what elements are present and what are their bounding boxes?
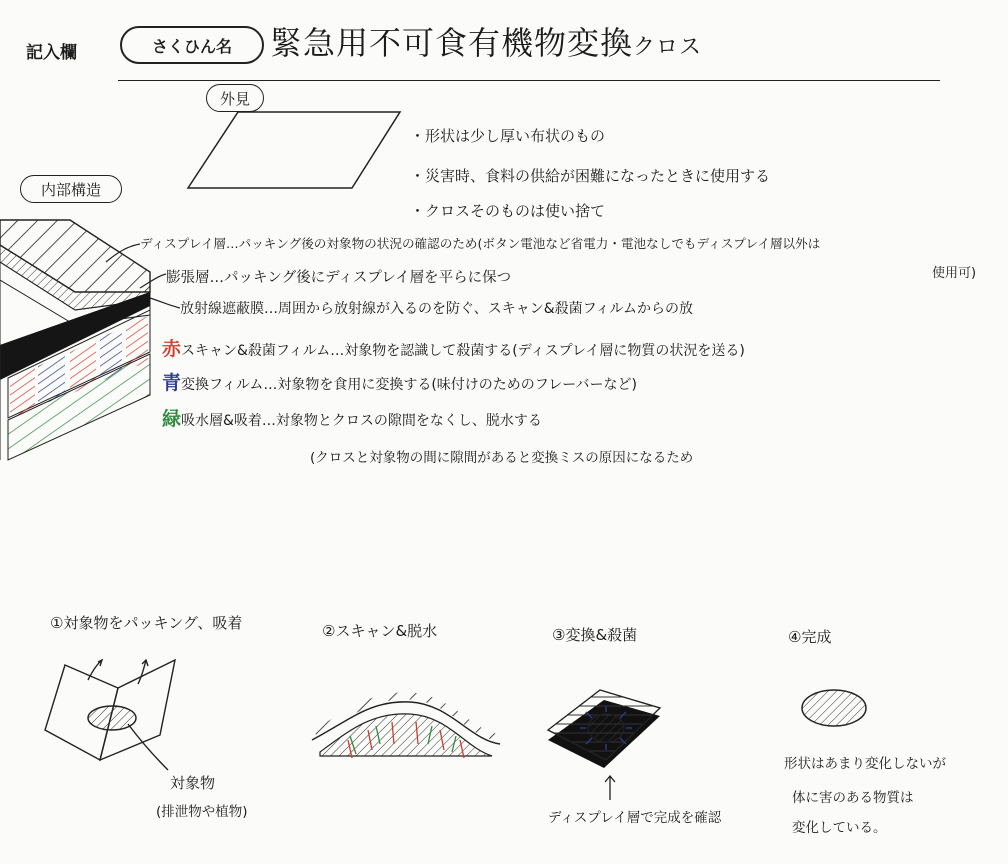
appearance-note-1: ・形状は少し厚い布状のもの (410, 127, 606, 145)
display-check-note: ディスプレイ層で完成を確認 (548, 810, 722, 826)
appearance-label: 外見 (206, 84, 264, 112)
cross-section-sketch (0, 220, 150, 460)
green-layer-text: 吸水層&吸着…対象物とクロスの隙間をなくし、脱水する (181, 413, 542, 429)
field-label: 記入欄 (26, 43, 77, 63)
step4-sketch (802, 690, 866, 726)
structure-footnote: (クロスと対象物の間に隙間があると変換ミスの原因になるため (310, 450, 694, 466)
step-2-title: ②スキャン&脱水 (322, 622, 438, 640)
appearance-sketch (188, 112, 400, 188)
appearance-note-3: ・クロスそのものは使い捨て (410, 202, 606, 220)
object-label: 対象物 (170, 774, 216, 792)
red-key: 赤 (162, 338, 182, 360)
layer-blue (162, 368, 637, 395)
layer-green (162, 404, 542, 431)
title-label: さくひん名 (120, 26, 264, 64)
appearance-note-2: ・災害時、食料の供給が困難になったときに使用する (410, 167, 771, 185)
blue-layer-text: 変換フィルム…対象物を食用に変換する(味付けのためのフレーバーなど) (181, 377, 637, 393)
layer-expansion: 膨張層…パッキング後にディスプレイ層を平らに保つ (166, 270, 512, 286)
red-layer-text: スキャン&殺菌フィルム…対象物を認識して殺菌する(ディスプレイ層に物質の状況を送る) (181, 343, 745, 359)
step2-sketch (312, 696, 502, 758)
title-suffix: クロス (633, 35, 703, 60)
layer-radiation: 放射線遮蔽膜…周囲から放射線が入るのを防ぐ、スキャン&殺菌フィルムからの放 (180, 301, 693, 317)
step-1-title: ①対象物をパッキング、吸着 (50, 614, 243, 632)
complete-note-3: 変化している。 (792, 820, 887, 836)
layer-display: ディスプレイ層…パッキング後の対象物の状況の確認のため(ボタン電池など省電力・電池なしでもディスプレイ層以外は (140, 236, 821, 251)
title-text: 緊急用不可食有機物変換 (270, 24, 634, 62)
step3-sketch (548, 690, 660, 800)
internal-structure-label: 内部構造 (20, 175, 122, 203)
green-key: 緑 (162, 408, 182, 430)
step-4-title: ④完成 (788, 628, 832, 646)
blue-key: 青 (162, 372, 182, 394)
object-examples: (排泄物や植物) (156, 804, 248, 820)
step-3-title: ③変換&殺菌 (552, 626, 638, 644)
complete-note-2: 体に害のある物質は (792, 790, 914, 806)
step1-sketch (45, 660, 175, 770)
layer-red (162, 334, 745, 361)
complete-note-1: 形状はあまり変化しないが (784, 756, 946, 772)
layer-display-cont: 使用可) (932, 266, 977, 281)
